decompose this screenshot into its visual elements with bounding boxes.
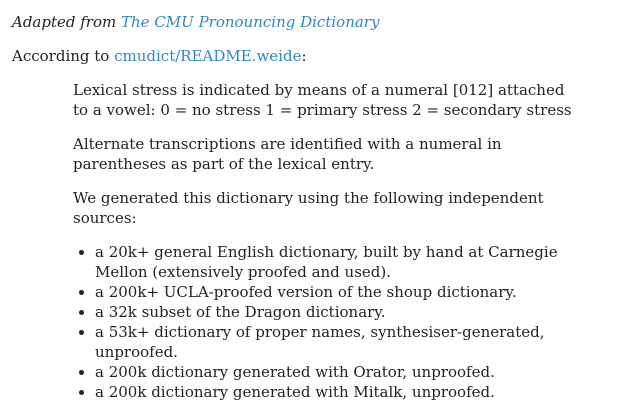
intro-suffix: :: [301, 47, 307, 65]
sources-intro-line-1: We generated this dictionary using the following independent: [73, 189, 544, 207]
readme-quote: [73, 80, 572, 400]
stress-paragraph: [73, 80, 572, 120]
cmu-dictionary-link[interactable]: The CMU Pronouncing Dictionary: [121, 13, 380, 31]
sources-list: [73, 242, 558, 400]
stress-line-1: Lexical stress is indicated by means of a numeral [012] attached: [73, 81, 565, 99]
list-item-line: • a 200k dictionary generated with Orator, unproofed.: [95, 363, 495, 381]
alternate-line-1: Alternate transcriptions are identified with a numeral in: [73, 135, 502, 153]
list-item-line: • a 53k+ dictionary of proper names, synthesiser-generated,: [95, 323, 545, 341]
list-item: [95, 382, 493, 400]
list-item-line: • a 200k dictionary generated with Mitalk, unproofed.: [95, 383, 495, 400]
sources-intro-paragraph: [73, 188, 544, 228]
list-item-line: • a 32k subset of the Dragon dictionary.: [95, 303, 386, 321]
list-item-line: • a 200k+ UCLA-proofed version of the shoup dictionary.: [95, 283, 517, 301]
readme-weide-link[interactable]: cmudict/README.weide: [114, 47, 302, 65]
list-item: [95, 302, 493, 322]
list-item: [95, 322, 545, 362]
attribution-line: [12, 12, 379, 32]
list-item-line: unproofed.: [95, 343, 178, 361]
list-item-line: Mellon (extensively proofed and used).: [95, 263, 391, 281]
stress-line-2: to a vowel: 0 = no stress 1 = primary stress 2 = secondary stress: [73, 101, 572, 119]
intro-prefix: According to: [12, 47, 110, 65]
intro-line: [12, 46, 307, 66]
sources-intro-line-2: sources:: [73, 209, 137, 227]
alternate-line-2: parentheses as part of the lexical entry.: [73, 155, 375, 173]
alternate-paragraph: [73, 134, 502, 174]
list-item: [95, 362, 493, 382]
list-item-line: • a 20k+ general English dictionary, built by hand at Carnegie: [95, 243, 558, 261]
list-item: [95, 282, 517, 302]
list-item: [95, 242, 558, 282]
attribution-prefix: Adapted from: [12, 13, 117, 31]
